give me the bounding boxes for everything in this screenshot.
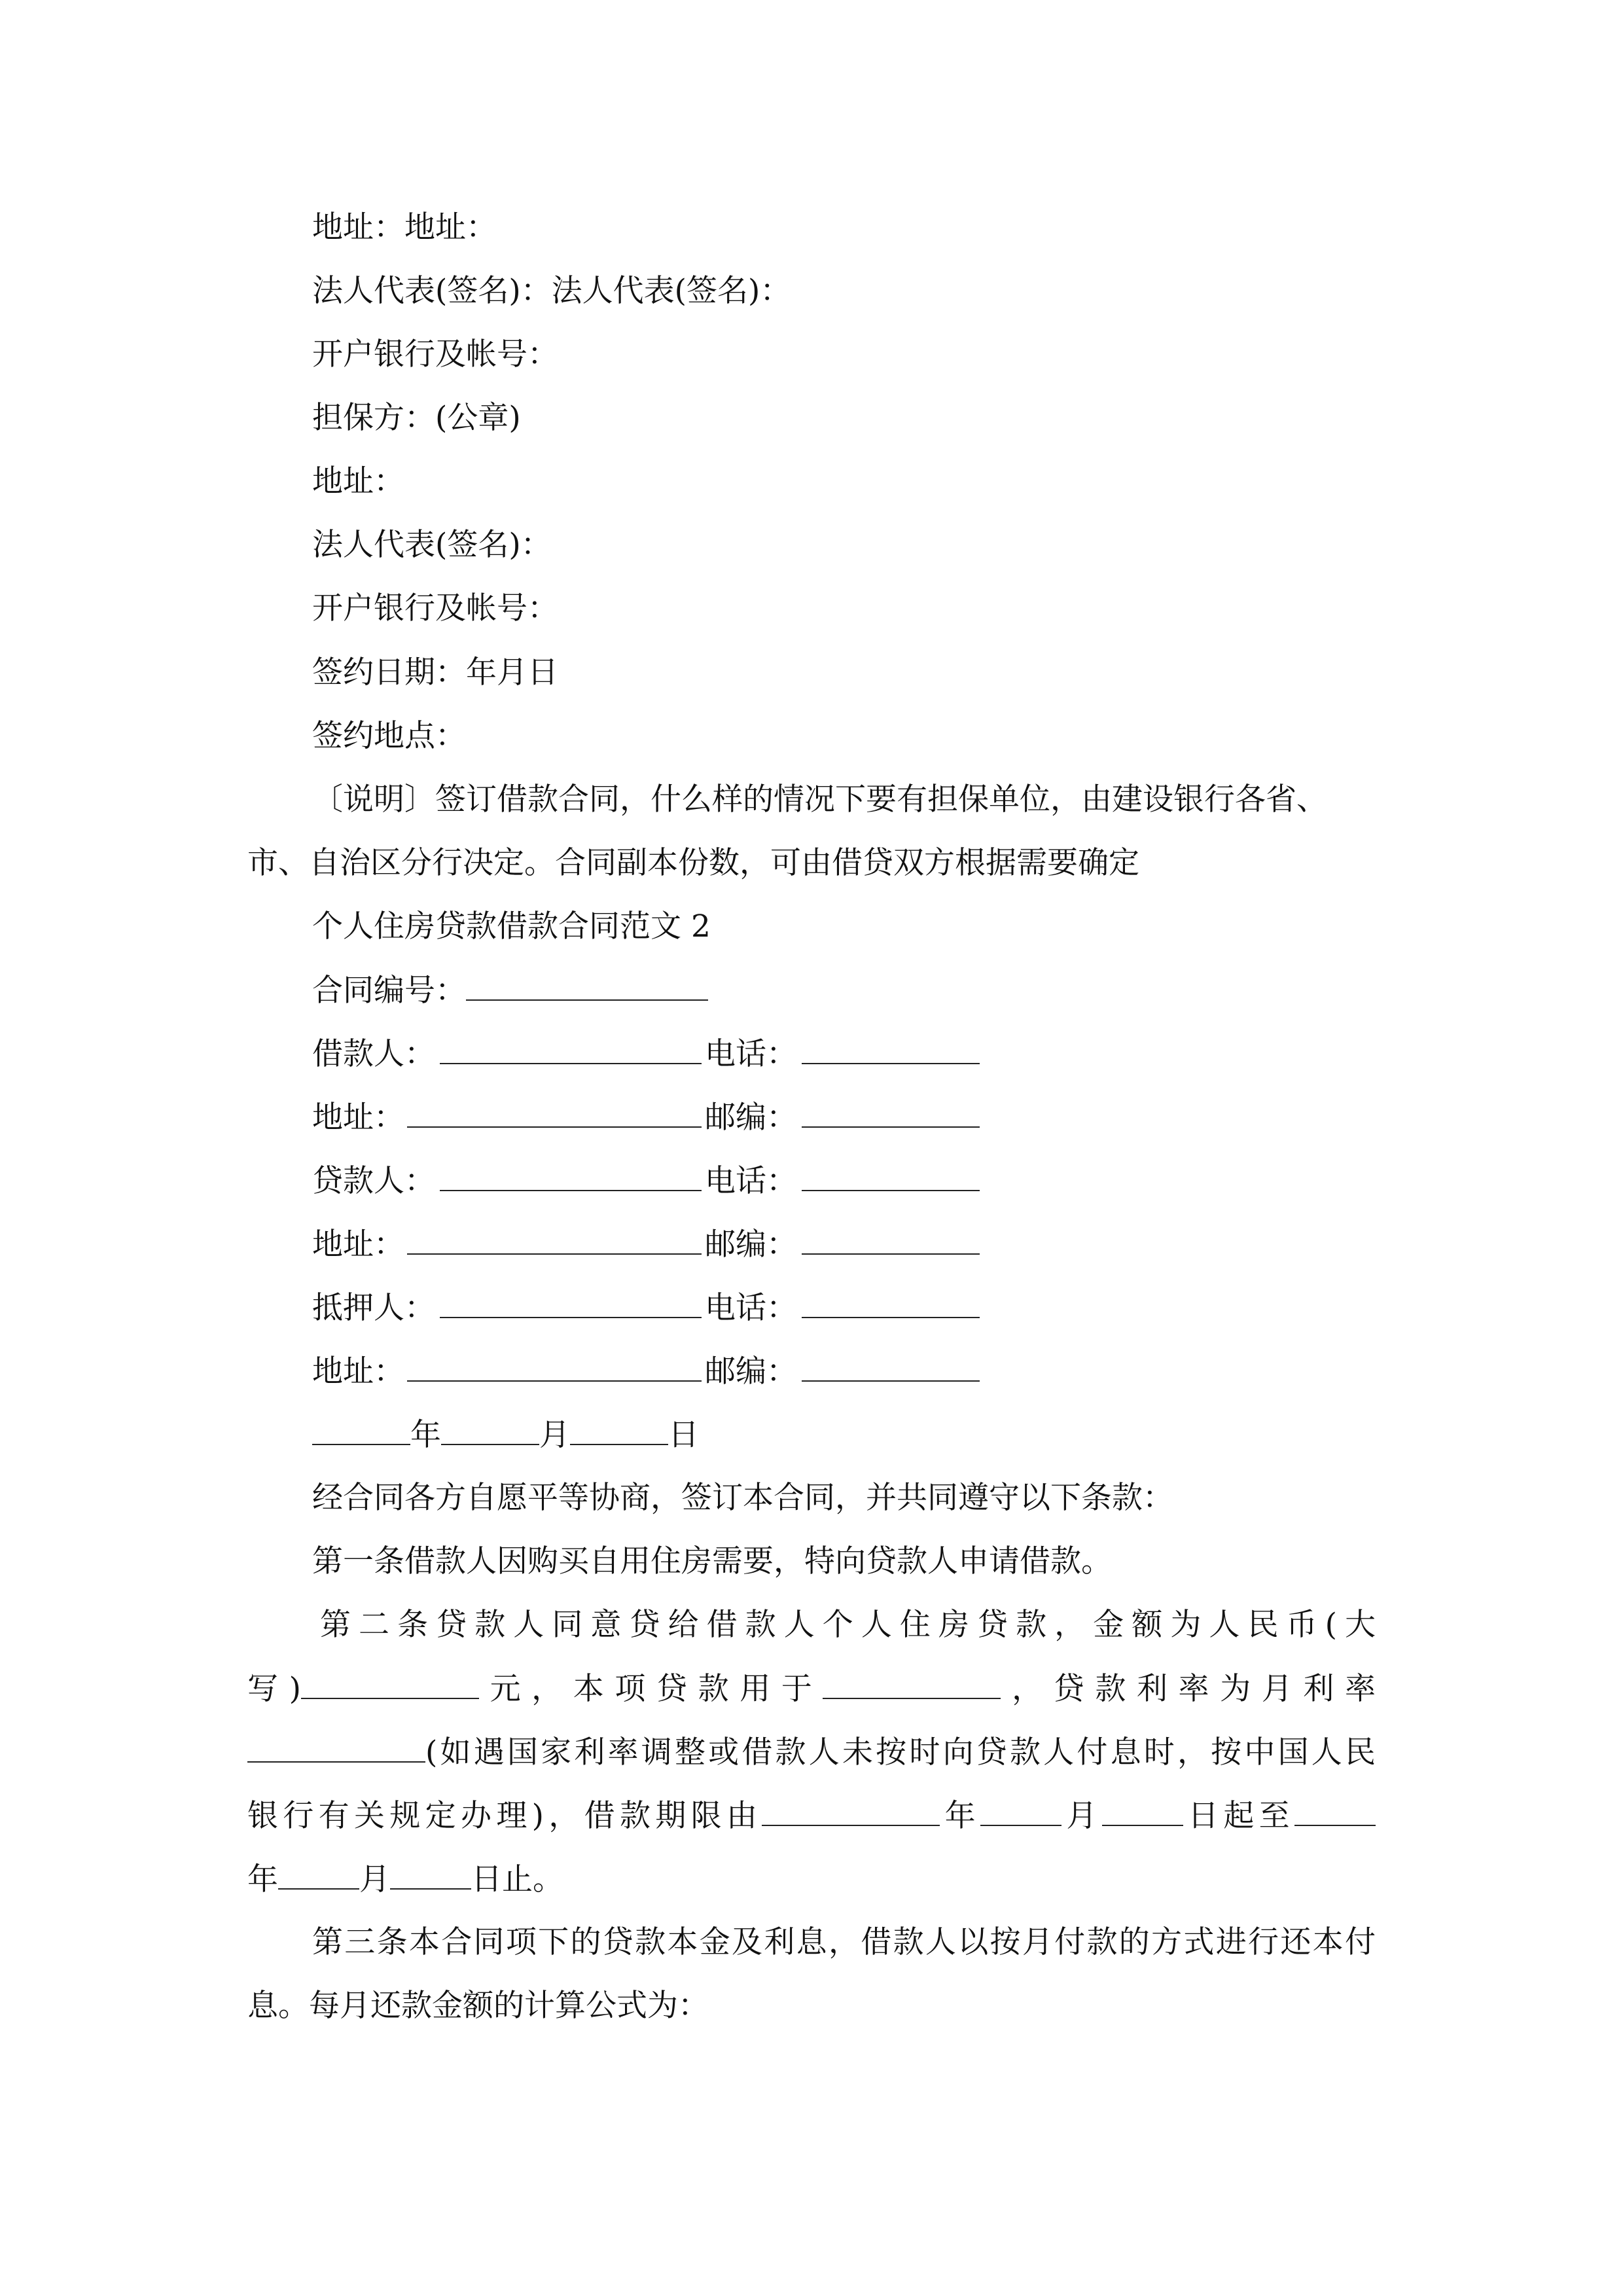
date-row xyxy=(312,1415,699,1455)
contract-title: 个人住房贷款借款合同范文 2 xyxy=(312,908,711,944)
party-second-blank[interactable] xyxy=(802,1352,980,1382)
party-row xyxy=(312,1288,980,1328)
party-row xyxy=(312,1161,980,1201)
article-3-line-2: 息。每月还款金额的计算公式为： xyxy=(247,1988,709,2024)
end-label: 日止。 xyxy=(471,1861,563,1897)
party-second-blank[interactable] xyxy=(802,1098,980,1128)
article-2-prefix: 写) xyxy=(247,1671,301,1707)
party-label: 借款人： xyxy=(312,1036,435,1072)
sign-place-line: 签约地点： xyxy=(312,718,466,754)
party-label: 地址： xyxy=(312,1227,404,1263)
article-1: 第一条借款人因购买自用住房需要，特向贷款人申请借款。 xyxy=(312,1543,1112,1579)
note-line-1: 〔说明〕签订借款合同，什么样的情况下要有担保单位，由建设银行各省、 xyxy=(312,781,1327,817)
article-2-line-2 xyxy=(247,1669,1376,1709)
term-day-blank[interactable] xyxy=(1102,1796,1183,1826)
party-label: 贷款人： xyxy=(312,1163,435,1199)
party-row xyxy=(312,1352,980,1391)
article-2-yuan: 元，本项贷款用于 xyxy=(478,1671,823,1707)
party-second-label: 邮编： xyxy=(705,1100,797,1136)
party-blank[interactable] xyxy=(440,1161,702,1191)
guarantor-legal-rep-line: 法人代表(签名)： xyxy=(312,527,552,563)
article-2-line-1: 第二条贷款人同意贷给借款人个人住房贷款，金额为人民币(大 xyxy=(320,1607,1376,1643)
term-year-label: 年 xyxy=(940,1798,981,1834)
party-second-label: 邮编： xyxy=(705,1227,797,1263)
contract-number-blank[interactable] xyxy=(466,971,708,1001)
party-blank[interactable] xyxy=(440,1288,702,1318)
month-label: 月 xyxy=(539,1417,570,1453)
term-month-blank[interactable] xyxy=(980,1796,1061,1826)
party-label: 地址： xyxy=(312,1354,404,1390)
day-blank[interactable] xyxy=(570,1415,668,1445)
article-2-rate: ，贷款利率为月利率 xyxy=(1001,1671,1376,1707)
article-2-line-5 xyxy=(247,1859,563,1899)
party-second-label: 电话： xyxy=(705,1163,797,1199)
term-end-year-blank[interactable] xyxy=(1294,1796,1376,1826)
party-second-label: 邮编： xyxy=(705,1354,797,1390)
party-label: 地址： xyxy=(312,1100,404,1136)
day-label: 日 xyxy=(668,1417,699,1453)
contract-number-label: 合同编号： xyxy=(312,973,466,1009)
party-blank[interactable] xyxy=(440,1034,702,1064)
end-month-label: 月 xyxy=(359,1861,390,1897)
sign-date-line: 签约日期：年月日 xyxy=(312,655,558,691)
end-year-label: 年 xyxy=(247,1861,278,1897)
legal-rep-line: 法人代表(签名)：法人代表(签名)： xyxy=(312,273,791,309)
term-from-label: 日起至 xyxy=(1183,1798,1295,1834)
party-second-label: 电话： xyxy=(705,1036,797,1072)
article-2-line-4 xyxy=(247,1796,1376,1836)
end-day-blank[interactable] xyxy=(390,1859,471,1890)
rate-blank[interactable] xyxy=(247,1732,425,1763)
amount-blank[interactable] xyxy=(301,1669,479,1699)
party-second-blank[interactable] xyxy=(802,1161,980,1191)
party-blank[interactable] xyxy=(407,1098,702,1128)
month-blank[interactable] xyxy=(441,1415,539,1445)
address-line: 地址：地址： xyxy=(312,209,497,245)
party-second-blank[interactable] xyxy=(802,1225,980,1255)
guarantor-line: 担保方：(公章) xyxy=(312,400,521,436)
party-label: 抵押人： xyxy=(312,1290,435,1326)
article-2-line-3 xyxy=(247,1732,1376,1772)
guarantor-address-line: 地址： xyxy=(312,463,404,499)
term-year-blank[interactable] xyxy=(762,1796,940,1826)
party-blank[interactable] xyxy=(407,1225,702,1255)
party-row xyxy=(312,1098,980,1138)
contract-number-row xyxy=(312,971,708,1011)
party-second-blank[interactable] xyxy=(802,1288,980,1318)
note-line-2: 市、自治区分行决定。合同副本份数，可由借贷双方根据需要确定 xyxy=(247,845,1139,881)
preamble: 经合同各方自愿平等协商，签订本合同，并共同遵守以下条款： xyxy=(312,1480,1173,1516)
guarantor-bank-account-line: 开户银行及帐号： xyxy=(312,590,558,626)
article-3-line-1: 第三条本合同项下的贷款本金及利息，借款人以按月付款的方式进行还本付 xyxy=(312,1924,1376,1960)
year-label: 年 xyxy=(410,1417,441,1453)
article-2-rate-note: (如遇国家利率调整或借款人未按时向贷款人付息时，按中国人民 xyxy=(425,1734,1376,1770)
article-2-term: 银行有关规定办理)，借款期限由 xyxy=(247,1798,762,1834)
party-row xyxy=(312,1034,980,1074)
term-month-label: 月 xyxy=(1061,1798,1102,1834)
end-month-blank[interactable] xyxy=(278,1859,359,1890)
party-row xyxy=(312,1225,980,1265)
purpose-blank[interactable] xyxy=(823,1669,1001,1699)
bank-account-line: 开户银行及帐号： xyxy=(312,336,558,372)
party-second-blank[interactable] xyxy=(802,1034,980,1064)
party-blank[interactable] xyxy=(407,1352,702,1382)
year-blank[interactable] xyxy=(312,1415,410,1445)
party-second-label: 电话： xyxy=(705,1290,797,1326)
